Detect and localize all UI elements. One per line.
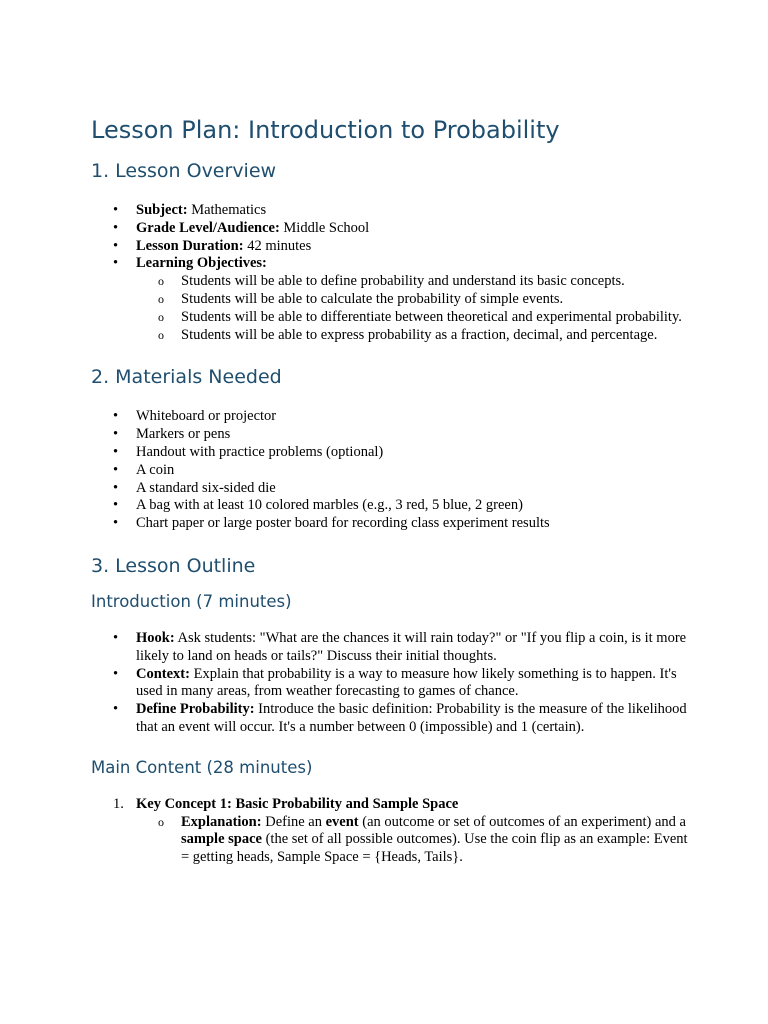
material-item: • A bag with at least 10 colored marbles (e.g., 3 red, 5 blue, 2 green) (113, 497, 691, 515)
list-item (113, 238, 691, 256)
objective-item: o Students will be able to calculate the probability of simple events. (136, 291, 691, 309)
subject-label: Subject: (136, 202, 188, 218)
section-heading-materials: 2. Materials Needed (91, 366, 282, 389)
duration-value: 42 minutes (243, 237, 312, 254)
material-item: • Handout with practice problems (optional) (113, 444, 691, 462)
explanation-item (136, 814, 691, 867)
subsection-heading-main-content: Main Content (28 minutes) (91, 757, 313, 777)
context-label: Context: (136, 665, 190, 682)
overview-list (113, 202, 691, 344)
objective-item: o Students will be able to define probability and understand its basic concepts. (136, 273, 691, 291)
sample-space-term: sample space (181, 831, 262, 848)
list-item (113, 255, 691, 344)
objectives-label: Learning Objectives: (136, 255, 267, 272)
objective-item: o Students will be able to differentiate between theoretical and experimental probability. (136, 309, 691, 327)
explanation-label: Explanation: (181, 813, 262, 830)
materials-list (113, 408, 691, 533)
hook-label: Hook: (136, 629, 175, 646)
objectives-list (136, 273, 691, 344)
material-item: • Markers or pens (113, 426, 691, 444)
subject-value: Mathematics (187, 202, 267, 218)
objective-item: o Students will be able to express probability as a fraction, decimal, and percentage. (136, 327, 691, 345)
concept1-sublist (136, 814, 691, 867)
list-item (113, 796, 691, 867)
page-title: Lesson Plan: Introduction to Probability (91, 116, 560, 144)
define-text: Introduce the basic definition: Probability is the measure of the likelihood that an event will occur. It's a number between 0 (impossible) and 1 (certain). (136, 701, 687, 735)
list-item (113, 202, 691, 220)
document-content (91, 114, 691, 867)
explanation-text: (the set of all possible outcomes). Use the coin flip as an example: Event = getting heads, Sample Space = {Heads, Tails}. (181, 831, 688, 866)
grade-label: Grade Level/Audience: (136, 219, 280, 236)
list-item (113, 666, 691, 702)
list-item (113, 630, 691, 666)
material-item: • A standard six-sided die (113, 480, 691, 498)
hook-text: Ask students: "What are the chances it will rain today?" or "If you flip a coin, is it more likely to land on heads or tails?" Discuss their initial thoughts. (136, 629, 687, 664)
list-item (113, 701, 691, 737)
section-heading-outline: 3. Lesson Outline (91, 554, 256, 577)
context-text: Explain that probability is a way to measure how likely something is to happen. It's used in many areas, from weather forecasting to games of chance. (136, 665, 677, 700)
material-item: • Chart paper or large poster board for recording class experiment results (113, 515, 691, 533)
explanation-text: Define an (261, 813, 326, 830)
material-item: • Whiteboard or projector (113, 408, 691, 426)
subsection-heading-introduction: Introduction (7 minutes) (91, 591, 292, 611)
define-label: Define Probability: (136, 701, 255, 718)
main-content-list (113, 796, 691, 867)
explanation-text: (an outcome or set of outcomes of an experiment) and a (358, 813, 686, 830)
grade-value: Middle School (279, 219, 370, 236)
material-item: • A coin (113, 462, 691, 480)
event-term: event (325, 813, 359, 830)
concept1-title: Key Concept 1: Basic Probability and Sample Space (136, 795, 459, 812)
list-item (113, 220, 691, 238)
introduction-list (113, 630, 691, 737)
section-heading-overview: 1. Lesson Overview (91, 160, 277, 182)
duration-label: Lesson Duration: (136, 237, 244, 254)
item-number: 1. (113, 795, 124, 812)
